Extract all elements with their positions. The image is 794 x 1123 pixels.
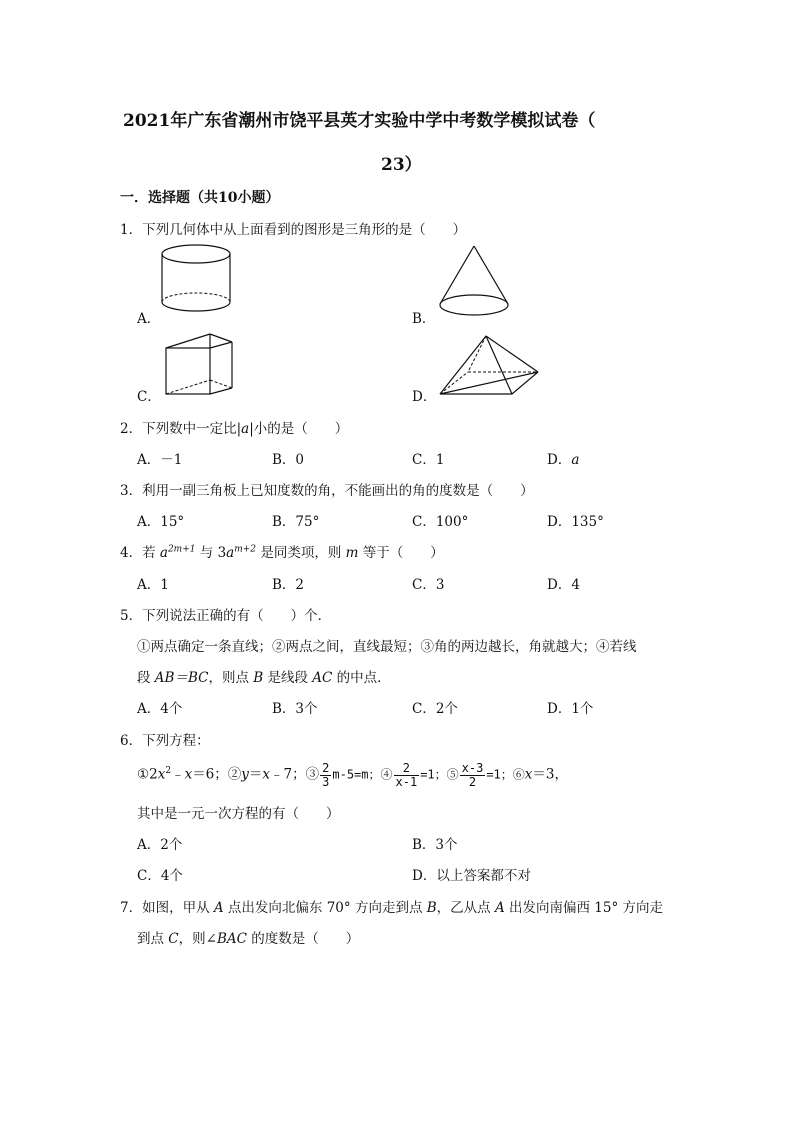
question-3-option-a: A．15° [137,514,185,530]
fraction-two-thirds: $\frac{2}{3}$ [322,760,330,789]
page-title-continued: 23） [381,155,422,175]
question-2-option-b: B．0 [272,452,305,468]
question-2-option-d: D．a [547,452,580,468]
cone-icon [438,244,510,318]
question-7-stem: 7．如图，甲从 A 点出发向北偏东 70° 方向走到点 B，乙从点 A 出发向南偏西 15° 方向走 [120,900,664,916]
question-6-equations: $①2x^2﹣x=6$；②y＝x﹣7；③ $\frac{2}{3}$ m-5=m；④ $\frac{2}{x-1}$ =1；⑤ $\frac{x-3}{2}$ =1；⑥x＝3， [137,760,568,789]
question-1-option-a: A． [137,311,161,327]
question-4-option-a: A．1 [137,577,169,593]
question-1-option-c: C． [137,389,161,405]
question-5-statements: ①两点确定一条直线；②两点之间，直线最短；③角的两边越长，角就越大；④若线 [137,639,637,655]
question-5-option-c: C．2个 [412,701,458,717]
section-heading: 一．选择题（共10小题） [120,190,280,206]
question-4-stem: 4．若 $a^{2m+1}$ 与 $3a^{m+2}$ 是同类项，则 m 等于（ ） [120,544,444,561]
question-2-option-c: C．1 [412,452,445,468]
question-2-stem: 2．下列数中一定比|a|小的是（ ） [120,421,349,437]
question-1-stem: 1．下列几何体中从上面看到的图形是三角形的是（ ） [120,222,467,238]
question-6-prompt: 其中是一元一次方程的有（ ） [137,806,340,822]
question-3-option-b: B．75° [272,514,320,530]
question-3-option-c: C．100° [412,514,469,530]
question-5-statements-continued: 段 AB＝BC，则点 B 是线段 AC 的中点． [137,670,391,686]
question-5-option-a: A．4个 [137,701,183,717]
question-5-option-b: B．3个 [272,701,318,717]
fraction-x-minus-3-over-2: $\frac{x-3}{2}$ [461,760,484,789]
question-6-option-c: C．4个 [137,868,183,884]
triangular-prism-icon [164,332,236,398]
fraction-two-over-x-minus-1: $\frac{2}{x-1}$ [395,760,418,789]
question-3-stem: 3．利用一副三角板上已知度数的角，不能画出的角的度数是（ ） [120,483,534,499]
question-7-stem-continued: 到点 C，则∠BAC 的度数是（ ） [137,931,360,947]
question-3-option-d: D．135° [547,514,604,530]
question-5-option-d: D．1个 [547,701,594,717]
question-2-option-a: A．－1 [137,452,183,468]
question-6-option-a: A．2个 [137,837,183,853]
question-6-stem: 6．下列方程： [120,733,210,749]
question-5-stem: 5．下列说法正确的有（ ）个． [120,608,332,624]
question-6-option-b: B．3个 [412,837,458,853]
pyramid-icon [438,334,542,398]
question-6-option-d: D．以上答案都不对 [412,868,531,884]
question-1-option-b: B． [412,311,436,327]
cylinder-icon [160,244,232,314]
question-4-option-c: C．3 [412,577,445,593]
question-4-option-b: B．2 [272,577,305,593]
question-1-option-d: D． [412,389,437,405]
page-title: 2021年广东省潮州市饶平县英才实验中学中考数学模拟试卷（ [123,111,596,131]
question-4-option-d: D．4 [547,577,580,593]
